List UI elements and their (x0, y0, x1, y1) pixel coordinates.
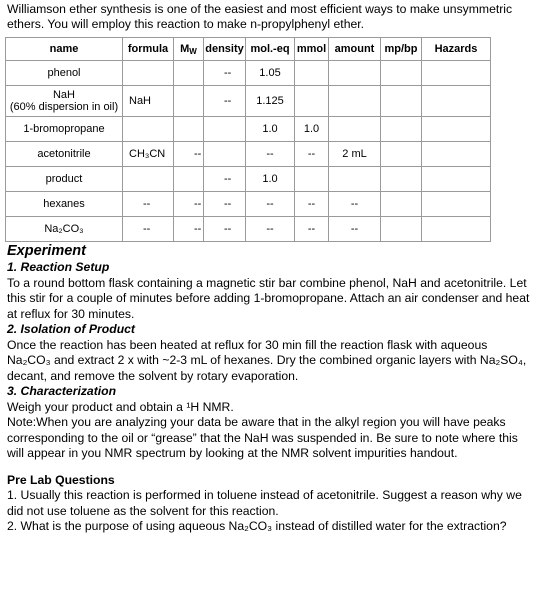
table-cell-hazards (422, 217, 491, 242)
table-cell-density: -- (204, 61, 246, 86)
table-cell-mw (174, 117, 204, 142)
table-cell-density (204, 117, 246, 142)
section-text: Once the reaction has been heated at reflux for 30 min fill the reaction flask with aqueous Na₂CO₃ and extract 2 x with ~2-3 mL of hexanes. Dry the combined organic layers with Na₂SO₄, decant, and remove the solvent by rotary evaporation. (7, 337, 527, 383)
col-header-density: density (204, 38, 246, 61)
section-title: 2. Isolation of Product (7, 322, 135, 336)
table-cell-mpbp (381, 61, 422, 86)
table-cell-mpbp (381, 217, 422, 242)
table-cell-moleq: 1.0 (246, 117, 295, 142)
experiment-heading: Experiment (7, 243, 86, 259)
section-1 (7, 260, 533, 322)
table-cell-amount (329, 61, 381, 86)
table-cell-hazards (422, 117, 491, 142)
table-cell-name (6, 86, 123, 117)
table-cell-mw: -- (174, 142, 204, 167)
table-cell-mw: -- (174, 192, 204, 217)
table-cell-hazards (422, 167, 491, 192)
table-cell-amount: 2 mL (329, 142, 381, 167)
table-cell-moleq: 1.05 (246, 61, 295, 86)
table-cell-mw: -- (174, 217, 204, 242)
table-cell-moleq: 1.125 (246, 86, 295, 117)
table-cell-hazards (422, 142, 491, 167)
table-cell-name: Na₂CO₃ (6, 217, 123, 242)
section-title: 3. Characterization (7, 384, 117, 398)
table-row (6, 117, 491, 142)
table-cell-amount: -- (329, 217, 381, 242)
table-cell-density: -- (204, 167, 246, 192)
table-header-row (6, 38, 491, 61)
table-cell-density: -- (204, 86, 246, 117)
col-header-name: name (6, 38, 123, 61)
section-title: 1. Reaction Setup (7, 260, 110, 274)
table-cell-formula (123, 117, 174, 142)
prelab-question: 1. Usually this reaction is performed in toluene instead of acetonitrile. Suggest a reason why we did not use toluene as the solvent for this reaction. (7, 488, 522, 518)
table-row (6, 86, 491, 117)
col-header-mw-sub: W (189, 47, 197, 56)
table-cell-mw (174, 61, 204, 86)
intro-text: Williamson ether synthesis is one of the easiest and most efficient ways to make unsymmetric ethers. You will employ this reaction to make n-propylphenyl ether. (7, 2, 513, 31)
table-cell-formula: -- (123, 217, 174, 242)
table-cell-hazards (422, 86, 491, 117)
table-cell-name: acetonitrile (6, 142, 123, 167)
table-cell-mmol (295, 86, 329, 117)
table-cell-hazards (422, 61, 491, 86)
table-cell-mpbp (381, 192, 422, 217)
table-cell-formula: -- (123, 192, 174, 217)
table-cell-density: -- (204, 192, 246, 217)
table-cell-moleq: -- (246, 192, 295, 217)
reagent-table (5, 37, 491, 242)
col-header-hazards: Hazards (422, 38, 491, 61)
col-header-formula: formula (123, 38, 174, 61)
table-row (6, 192, 491, 217)
table-cell-name: 1-bromopropane (6, 117, 123, 142)
table-row (6, 142, 491, 167)
table-cell-mpbp (381, 167, 422, 192)
table-cell-mmol (295, 167, 329, 192)
prelab-question: 2. What is the purpose of using aqueous Na₂CO₃ instead of distilled water for the extraction? (7, 519, 507, 533)
table-cell-density (204, 142, 246, 167)
table-cell-mw (174, 86, 204, 117)
col-header-amount: amount (329, 38, 381, 61)
table-cell-name: hexanes (6, 192, 123, 217)
table-cell-amount: -- (329, 192, 381, 217)
table-cell-mmol: -- (295, 142, 329, 167)
section-note: Note:When you are analyzing your data be aware that in the alkyl region you will have peaks corresponding to the oil or “grease” that the NaH was suspended in. Be sure to note where this will appear in you NMR spectrum by looking at the NMR solvent impurities handout. (7, 415, 518, 460)
prelab-title: Pre Lab Questions (7, 472, 115, 487)
prelab (7, 473, 533, 535)
table-cell-formula: NaH (123, 86, 174, 117)
table-row (6, 217, 491, 242)
table-row (6, 61, 491, 86)
table-row (6, 167, 491, 192)
table-cell-mmol: -- (295, 217, 329, 242)
table-cell-amount (329, 167, 381, 192)
table-cell-amount (329, 117, 381, 142)
section-3 (7, 384, 533, 462)
table-cell-mmol: -- (295, 192, 329, 217)
col-header-moleq: mol.-eq (246, 38, 295, 61)
table-cell-mmol (295, 61, 329, 86)
section-text: Weigh your product and obtain a ¹H NMR. (7, 399, 234, 414)
table-cell-density: -- (204, 217, 246, 242)
table-cell-formula: CH₃CN (123, 142, 174, 167)
cell-name-main: NaH (52, 89, 75, 101)
table-cell-mpbp (381, 142, 422, 167)
section-2 (7, 322, 533, 384)
table-cell-moleq: 1.0 (246, 167, 295, 192)
table-cell-moleq: -- (246, 142, 295, 167)
col-header-mw: $M_W$ (174, 38, 204, 61)
table-cell-hazards (422, 192, 491, 217)
table-cell-name: phenol (6, 61, 123, 86)
table-cell-amount (329, 86, 381, 117)
table-cell-mpbp (381, 117, 422, 142)
table-cell-mpbp (381, 86, 422, 117)
table-cell-mw (174, 167, 204, 192)
table-cell-name: product (6, 167, 123, 192)
table-cell-formula (123, 167, 174, 192)
cell-name-note: (60% dispersion in oil) (9, 101, 119, 113)
document (5, 2, 533, 535)
section-text: To a round bottom flask containing a magnetic stir bar combine phenol, NaH and acetonitrile. Let this stir for a couple of minutes before adding 1-bromopropane. Attach an air condenser and heat at reflux for 30 minutes. (7, 275, 530, 321)
col-header-mmol: mmol (295, 38, 329, 61)
col-header-mpbp: mp/bp (381, 38, 422, 61)
table-cell-formula (123, 61, 174, 86)
table-cell-moleq: -- (246, 217, 295, 242)
table-cell-mmol: 1.0 (295, 117, 329, 142)
